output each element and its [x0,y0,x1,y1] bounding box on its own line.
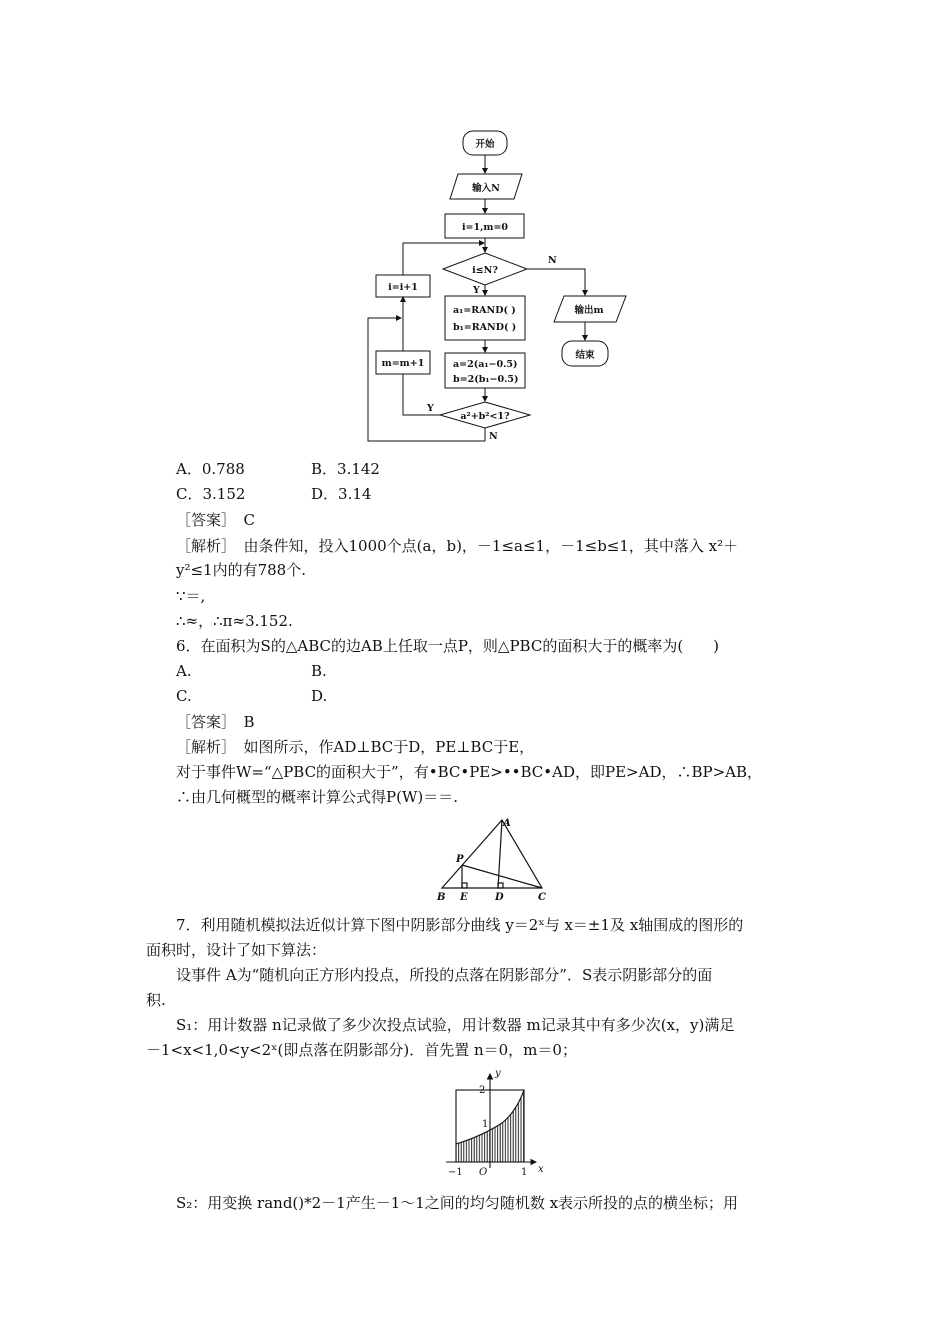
flow-start-text: 开始 [475,139,495,150]
q6-option-d: D. [311,687,328,705]
label-P: P [456,854,464,865]
q6-answer: ［答案］ B [176,713,255,731]
flow-cond1-yes: Y [473,285,480,296]
q7-line-3: 设事件 A为“随机向正方形内投点，所投的点落在阴影部分”．S表示阴影部分的面 [176,966,713,984]
q6-option-b: B. [311,662,327,680]
flow-input-text: 输入N [472,183,500,194]
label-B: B [437,892,446,903]
graph-x-neg: −1 [448,1167,463,1178]
q6-analysis-3: ∴由几何概型的概率计算公式得P(W)＝＝. [176,788,458,806]
label-C: C [538,892,546,903]
q6-option-c: C. [176,687,192,705]
q5-option-d: D．3.14 [311,485,372,503]
flow-rand-a: a₁=RAND( ) [453,305,516,316]
label-E: E [460,892,468,903]
q7-line-1: 7．利用随机模拟法近似计算下图中阴影部分曲线 y＝2ˣ与 x＝±1及 x轴围成的图形的 [176,916,744,934]
label-D: D [495,892,504,903]
graph-origin: O [479,1167,488,1178]
flow-rand-box [445,296,525,340]
flowchart [360,125,640,450]
q7-s2: S₂：用变换 rand()*2－1产生－1～1之间的均匀随机数 x表示所投的点的横坐标；用 [176,1194,739,1212]
q6-question: 6．在面积为S的△ABC的边AB上任取一点P，则△PBC的面积大于的概率为( ) [176,637,720,655]
q5-analysis-1: ［解析］ 由条件知，投入1000个点(a，b)，－1≤a≤1，－1≤b≤1，其中落入 x²＋ [176,537,739,555]
triangle-figure [432,812,557,904]
q7-s1-b: －1<x<1,0<y<2ˣ(即点落在阴影部分)．首先置 n＝0，m＝0； [146,1041,577,1059]
graph-y-mid: 1 [482,1119,489,1130]
graph-y-label: y [495,1068,501,1079]
q5-option-b: B．3.142 [311,460,380,478]
flow-inc-m-text: m=m+1 [381,358,425,369]
graph-x-label: x [538,1164,544,1175]
flow-cond2-no: N [489,431,498,442]
flow-cond2-yes: Y [427,403,434,414]
q5-analysis-2: y²≤1内的有788个. [176,561,306,579]
flow-trans-b: b=2(b₁−0.5) [453,374,519,385]
graph-y-top: 2 [479,1085,486,1096]
flow-rand-b: b₁=RAND( ) [453,322,517,333]
q5-answer: ［答案］ C [176,511,255,529]
q6-option-a: A. [176,662,192,680]
q7-line-4: 积. [146,991,166,1009]
q7-s1-a: S₁：用计数器 n记录做了多少次投点试验，用计数器 m记录其中有多少次(x，y)满足 [176,1016,735,1034]
label-A: A [503,818,511,829]
q7-line-2: 面积时，设计了如下算法： [146,941,327,959]
graph-x-pos: 1 [521,1167,528,1178]
flow-cond1-no: N [548,255,557,266]
q6-analysis-2: 对于事件W=“△PBC的面积大于”，有•BC•PE>••BC•AD，即PE>AD，∴BP>AB， [176,763,763,781]
flow-inc-i-text: i=i+1 [388,282,418,293]
exp-graph [432,1062,552,1182]
q6-analysis-1: ［解析］ 如图所示，作AD⊥BC于D，PE⊥BC于E， [176,738,535,756]
flow-trans-a: a=2(a₁−0.5) [453,359,518,370]
q5-option-c: C．3.152 [176,485,246,503]
flow-cond1-text: i≤N? [472,265,498,276]
flow-end-text: 结束 [575,350,595,361]
flow-output-text: 输出m [574,305,604,316]
q5-analysis-3: ∵＝, [176,587,206,605]
q5-analysis-4: ∴≈，∴π≈3.152. [176,612,293,630]
flow-init-text: i=1,m=0 [461,222,509,233]
flow-cond2-text: a²+b²<1? [460,411,510,422]
q5-option-a: A．0.788 [176,460,245,478]
